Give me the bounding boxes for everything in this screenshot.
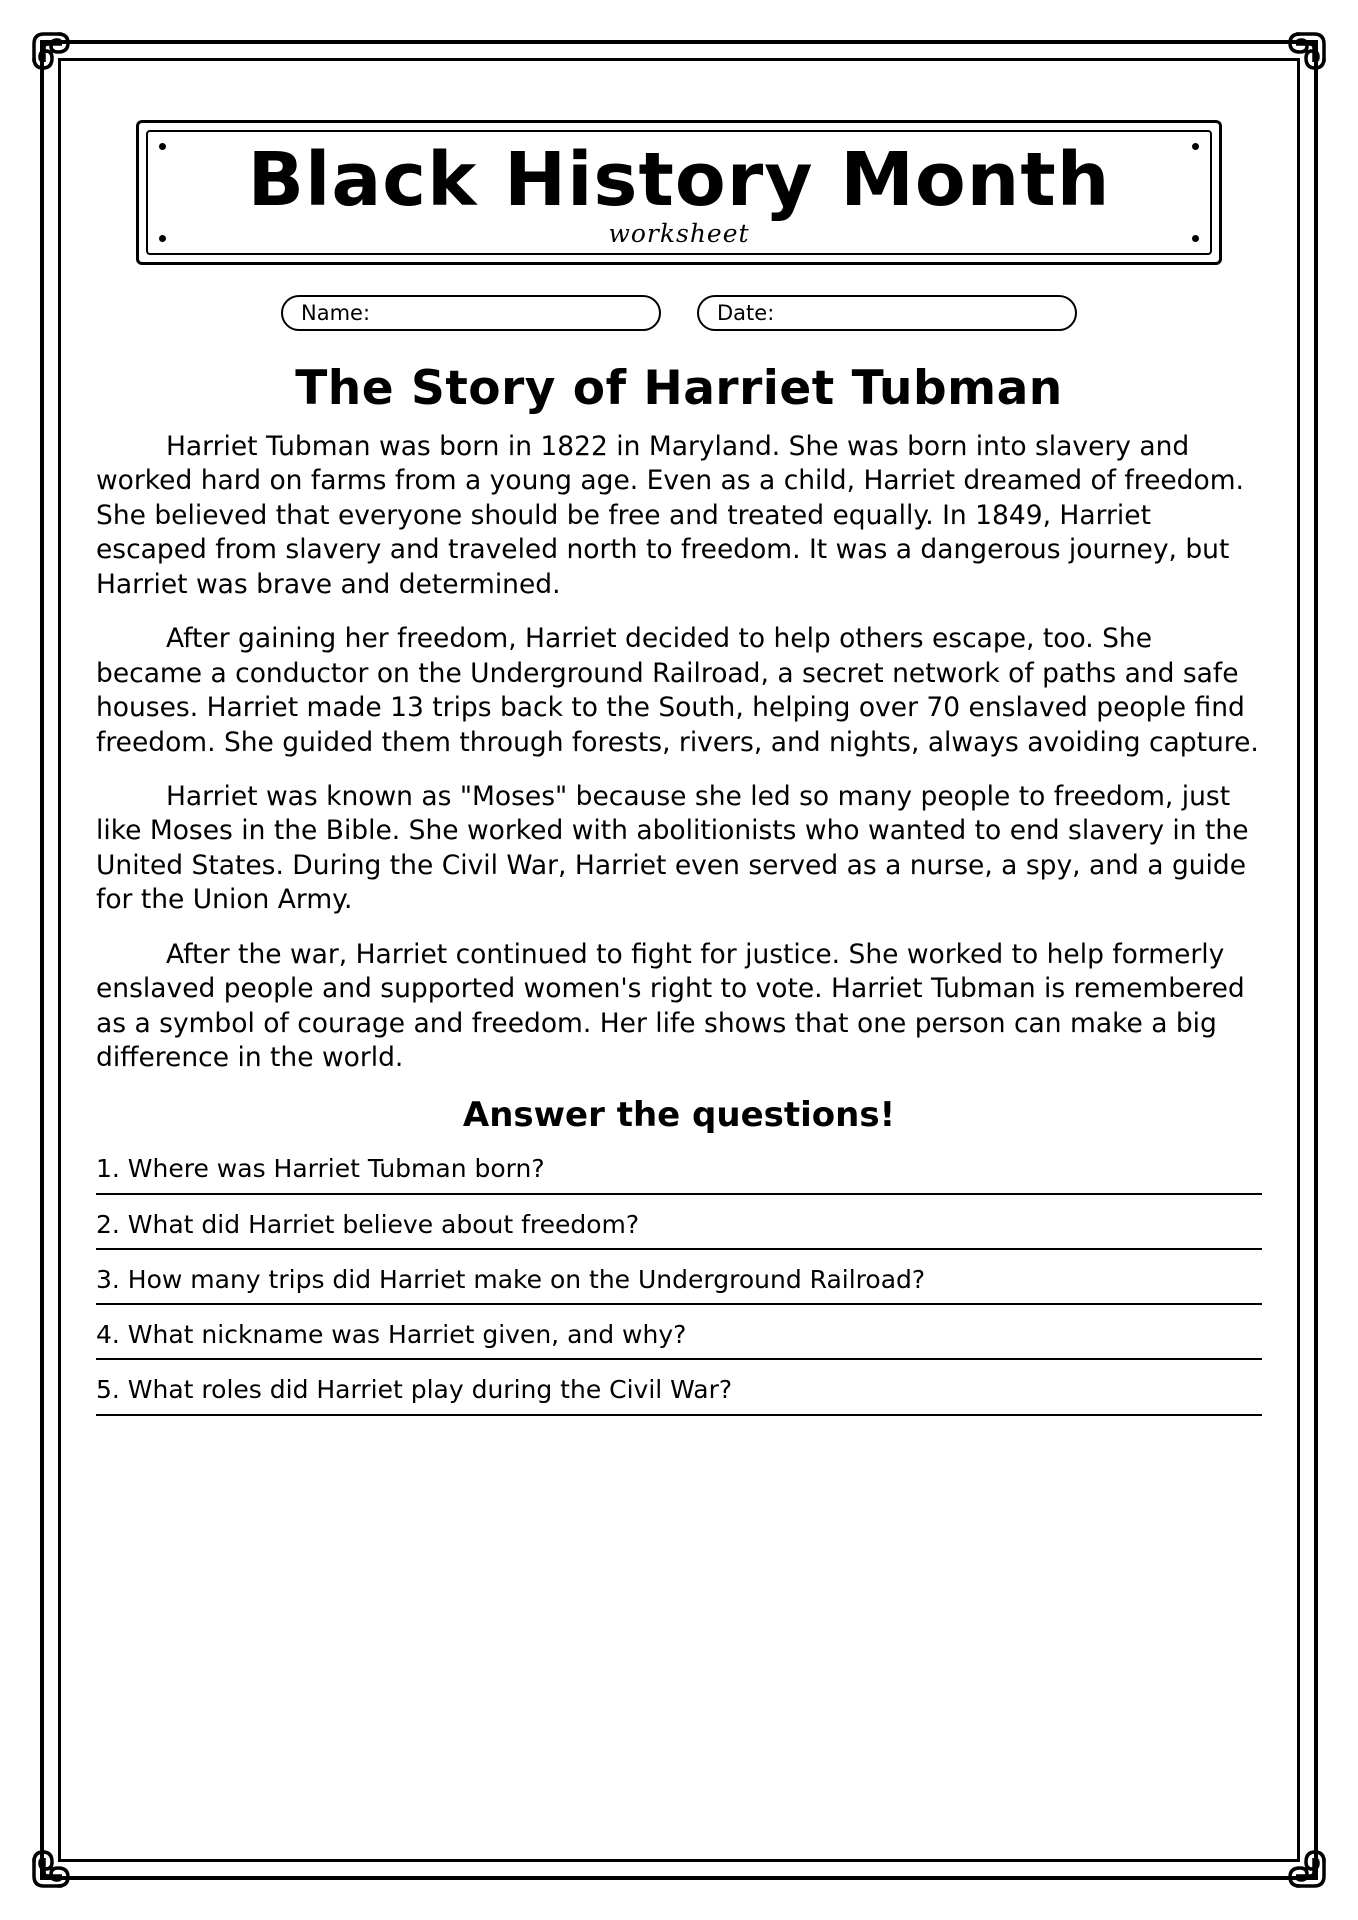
plate-dot-icon bbox=[1192, 143, 1199, 150]
question-item: 2. What did Harriet believe about freedom? bbox=[96, 1209, 640, 1239]
answer-line[interactable] bbox=[96, 1303, 1262, 1305]
date-field-label: Date: bbox=[717, 301, 775, 325]
page-subtitle: worksheet bbox=[608, 219, 750, 248]
plate-dot-icon bbox=[159, 143, 166, 150]
story-paragraph: Harriet was known as "Moses" because she led so many people to freedom, just like Moses in the Bible. She worked with abolitionists who wanted to end slavery in the United States. During the Civil War, Harriet even served as a nurse, a spy, and a guide for the Union Army. bbox=[96, 780, 1249, 916]
plate-dot-icon bbox=[1192, 235, 1199, 242]
answer-line[interactable] bbox=[96, 1414, 1262, 1416]
story-paragraph: After the war, Harriet continued to fight for justice. She worked to help formerly enslaved people and supported women's right to vote. Harriet Tubman is remembered as a symbol of courage and freedom. Her life shows that one person can make a big difference in the world. bbox=[96, 938, 1245, 1073]
answer-line[interactable] bbox=[96, 1193, 1262, 1195]
plate-dot-icon bbox=[159, 235, 166, 242]
title-plate bbox=[136, 120, 1222, 265]
answer-line[interactable] bbox=[96, 1248, 1262, 1250]
name-field[interactable] bbox=[281, 295, 661, 331]
story-title: The Story of Harriet Tubman bbox=[295, 361, 1063, 416]
name-field-label: Name: bbox=[301, 301, 371, 325]
question-item: 3. How many trips did Harriet make on the Underground Railroad? bbox=[96, 1264, 926, 1294]
worksheet-content bbox=[96, 96, 1262, 1824]
story-paragraph: Harriet Tubman was born in 1822 in Maryland. She was born into slavery and worked hard on farms from a young age. Even as a child, Harriet dreamed of freedom. She believed that everyone should be free and treated equally. In 1849, Harriet escaped from slavery and traveled north to freedom. It was a dangerous journey, but Harriet was brave and determined. bbox=[96, 431, 1244, 600]
page-title: Black History Month bbox=[247, 137, 1111, 223]
answer-line[interactable] bbox=[96, 1358, 1262, 1360]
question-item: 1. Where was Harriet Tubman born? bbox=[96, 1154, 545, 1184]
question-item: 5. What roles did Harriet play during the Civil War? bbox=[96, 1375, 733, 1405]
date-field[interactable] bbox=[697, 295, 1077, 331]
student-info-row bbox=[96, 295, 1262, 331]
story-paragraph: After gaining her freedom, Harriet decided to help others escape, too. She became a conductor on the Underground Railroad, a secret network of paths and safe houses. Harriet made 13 trips back to the South, helping over 70 enslaved people find freedom. She guided them through forests, rivers, and nights, always avoiding capture. bbox=[96, 623, 1259, 758]
questions-heading: Answer the questions! bbox=[462, 1095, 896, 1136]
question-item: 4. What nickname was Harriet given, and why? bbox=[96, 1320, 687, 1350]
